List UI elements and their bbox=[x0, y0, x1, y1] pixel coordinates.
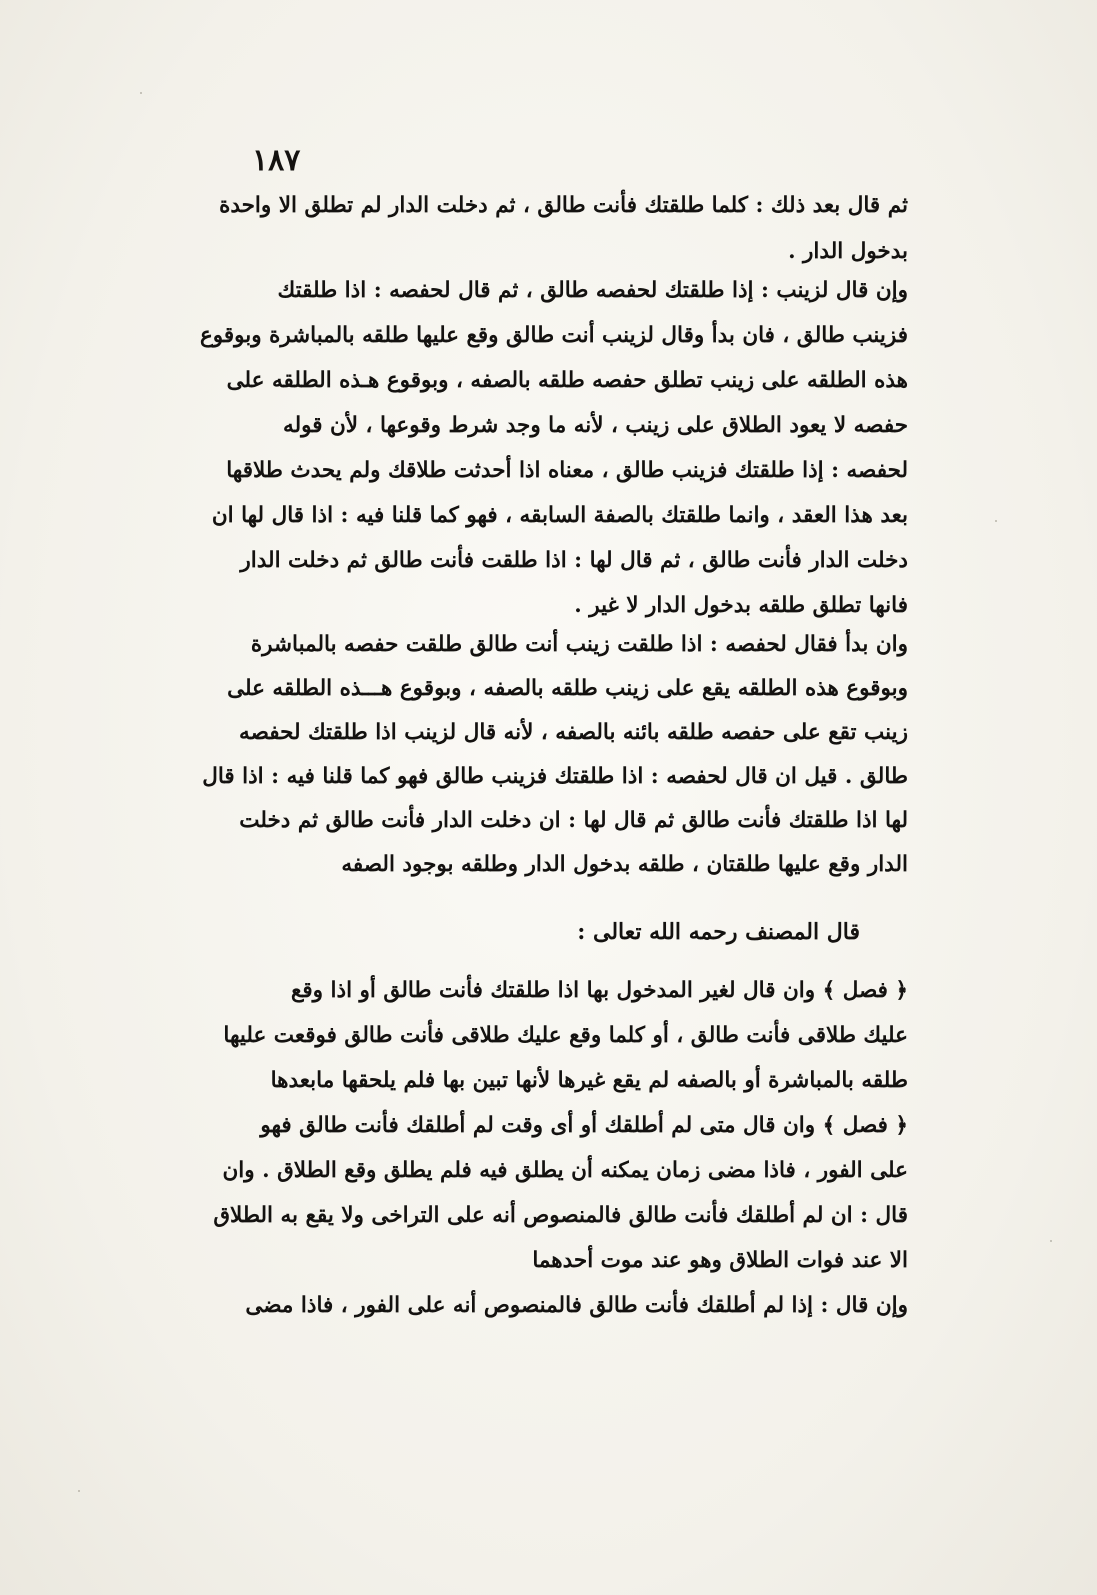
text-line: فانها تطلق طلقه بدخول الدار لا غير . bbox=[574, 593, 908, 618]
paragraph-3 bbox=[200, 622, 908, 892]
scan-speck bbox=[78, 1490, 80, 1492]
text-line: لها اذا طلقتك فأنت طالق ثم قال لها : ان دخلت الدار فأنت طالق ثم دخلت bbox=[239, 808, 908, 833]
section-heading: قال المصنف رحمه الله تعالى : bbox=[577, 919, 860, 945]
text-line: ثم قال بعد ذلك : كلما طلقتك فأنت طالق ، ثم دخلت الدار لم تطلق الا واحدة bbox=[219, 193, 908, 218]
text-line: وبوقوع هذه الطلقه يقع على زينب طلقه بالصفه ، وبوقوع هـــذه الطلقه على bbox=[227, 676, 908, 701]
paragraph-5 bbox=[200, 1103, 908, 1288]
paragraph-2 bbox=[200, 268, 908, 628]
text-line: عليك طلاقى فأنت طالق ، أو كلما وقع عليك طلاقى فأنت طالق فوقعت عليها bbox=[223, 1023, 908, 1048]
text-line: حفصه لا يعود الطلاق على زينب ، لأنه ما وجد شرط وقوعها ، لأن قوله bbox=[283, 413, 908, 438]
text-line: على الفور ، فاذا مضى زمان يمكنه أن يطلق فيه فلم يطلق وقع الطلاق . وان bbox=[222, 1158, 908, 1183]
text-line: طالق . قيل ان قال لحفصه : اذا طلقتك فزينب طالق فهو كما قلنا فيه : اذا قال bbox=[202, 764, 908, 789]
text-line: ﴿ فصل ﴾ وان قال متى لم أطلقك أو أى وقت لم أطلقك فأنت طالق فهو bbox=[260, 1113, 908, 1138]
page-number: ١٨٧ bbox=[252, 143, 301, 178]
text-line: وان بدأ فقال لحفصه : اذا طلقت زينب أنت طالق طلقت حفصه بالمباشرة bbox=[250, 632, 908, 657]
text-line: الدار وقع عليها طلقتان ، طلقه بدخول الدار وطلقه بوجود الصفه bbox=[341, 852, 908, 877]
text-line: لحفصه : إذا طلقتك فزينب طالق ، معناه اذا أحدثت طلاقك ولم يحدث طلاقها bbox=[226, 458, 908, 483]
text-line: وإن قال لزينب : إذا طلقتك لحفصه طالق ، ثم قال لحفصه : اذا طلقتك bbox=[277, 278, 908, 303]
text-line: بدخول الدار . bbox=[788, 239, 908, 264]
scan-speck bbox=[140, 92, 142, 94]
text-line: زينب تقع على حفصه طلقه بائنه بالصفه ، لأنه قال لزينب اذا طلقتك لحفصه bbox=[239, 720, 908, 745]
text-line: بعد هذا العقد ، وانما طلقتك بالصفة السابقه ، فهو كما قلنا فيه : اذا قال لها ان bbox=[211, 503, 908, 528]
text-line: ﴿ فصل ﴾ وان قال لغير المدخول بها اذا طلقتك فأنت طالق أو اذا وقع bbox=[290, 978, 908, 1003]
text-line: طلقه بالمباشرة أو بالصفه لم يقع غيرها لأنها تبين بها فلم يلحقها مابعدها bbox=[270, 1068, 908, 1093]
text-line: هذه الطلقه على زينب تطلق حفصه طلقه بالصفه ، وبوقوع هـذه الطلقه على bbox=[226, 368, 908, 393]
text-line: دخلت الدار فأنت طالق ، ثم قال لها : اذا طلقت فأنت طالق ثم دخلت الدار bbox=[240, 548, 908, 573]
text-line: الا عند فوات الطلاق وهو عند موت أحدهما bbox=[532, 1248, 908, 1273]
paragraph-1 bbox=[200, 183, 908, 275]
paragraph-6 bbox=[200, 1283, 908, 1329]
text-line: فزينب طالق ، فان بدأ وقال لزينب أنت طالق وقع عليها طلقه بالمباشرة وبوقوع bbox=[200, 323, 908, 348]
text-line: قال : ان لم أطلقك فأنت طالق فالمنصوص أنه على التراخى ولا يقع به الطلاق bbox=[213, 1203, 908, 1228]
paragraph-4 bbox=[200, 968, 908, 1108]
scan-speck bbox=[1050, 1240, 1052, 1242]
scan-speck bbox=[995, 520, 997, 522]
text-line: وإن قال : إذا لم أطلقك فأنت طالق فالمنصوص أنه على الفور ، فاذا مضى bbox=[245, 1293, 908, 1318]
